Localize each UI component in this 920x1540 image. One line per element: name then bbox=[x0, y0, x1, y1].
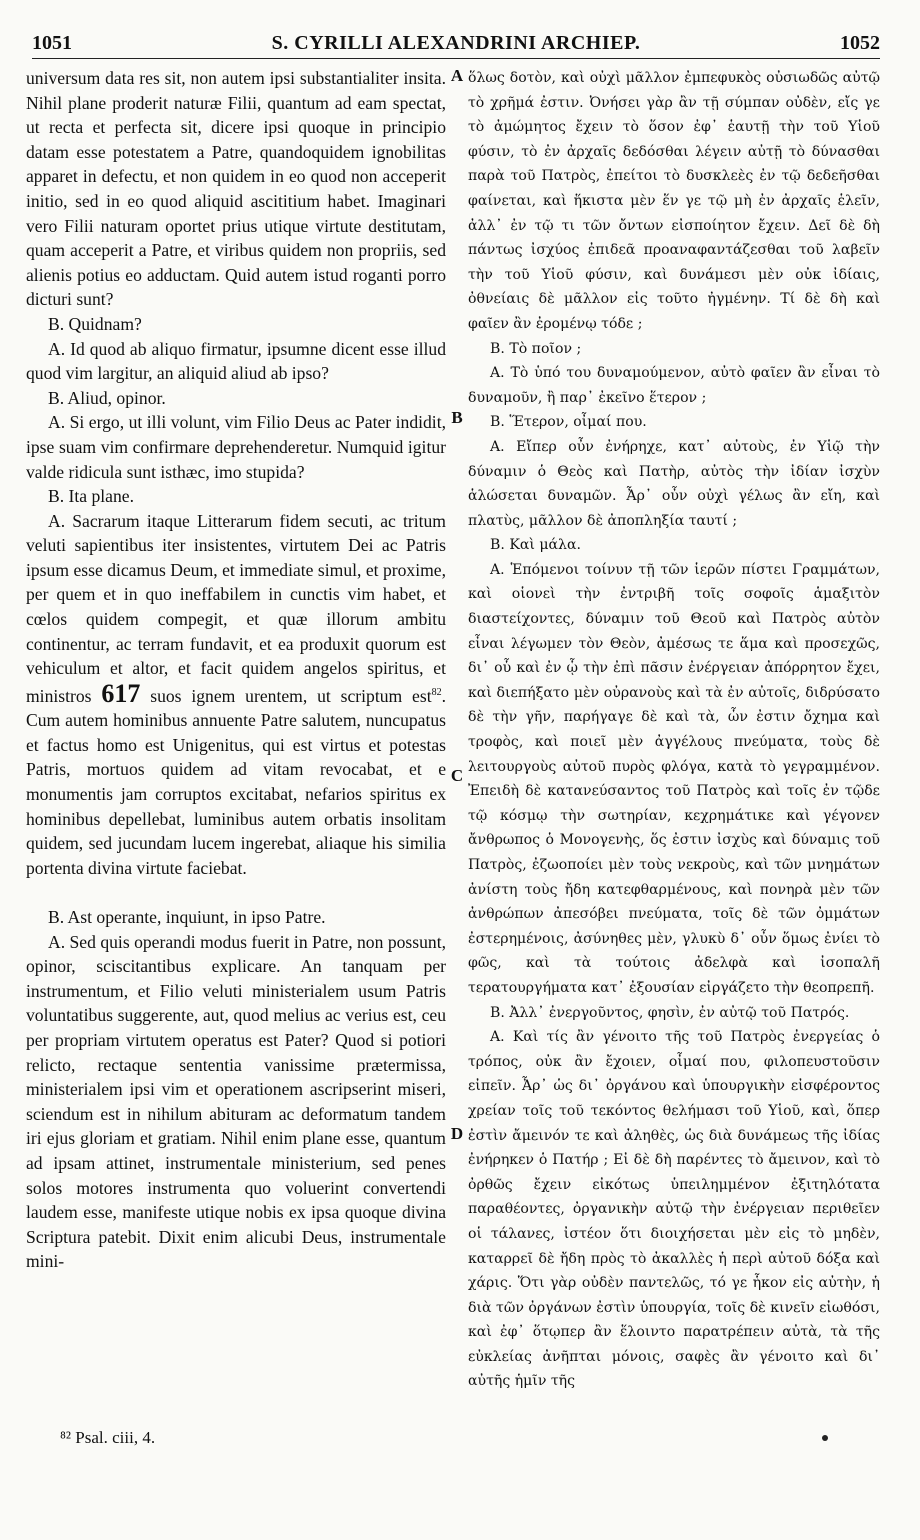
latin-paragraph: B. Quidnam? bbox=[48, 313, 142, 334]
latin-paragraph: A. Id quod ab aliquo firmatur, ipsumne dicent esse illud quod vim largitur, an aliquid aliud ab ipso? bbox=[26, 338, 446, 384]
ink-dot bbox=[822, 1435, 828, 1441]
column-number: 617 bbox=[101, 678, 141, 708]
latin-paragraph: B. Ita plane. bbox=[48, 486, 134, 507]
greek-paragraph: Α. Καὶ τίς ἂν γένοιτο τῆς τοῦ Πατρὸς ἐνεργείας ὁ τρόπος, οὐκ ἂν ἔχοιεν, οἶμαί που, φιλοπευστοῦσιν εἰπεῖν. Ἆρ᾿ ὡς δι᾿ ὀργάνου καὶ ὑπουργικὴν εἰσφέροντος χρείαν τοῖς τοῦ τεκόντος θελήμασι τοῦ Υἱοῦ, καὶ, ὅπερ ἐστὶν ἄμεινόν τε καὶ ἀληθὲς, ὡς διὰ δυνάμεως τῆς ἰδίας ἐνήρηκεν ὁ Πατήρ ; Εἰ δὲ δὴ παρέντες τὸ ἄμεινον, καὶ τὸ ὀρθῶς ἔχειν εἰκότως ὑπειλημμένον ἐξιτηλότατα παραθέοντες, ὀργανικὴν αὐτῷ τὴν ἐνέργειαν περιθεῖεν οἱ τάλανες, ἰστέον ὅτι διοιχήσεται μὲν εἰς τὸ μηδὲν, καταρρεῖ δὲ ἤδη πρὸς τὸ ἀκαλλὲς ἡ περὶ αὐτοῦ δόξα καὶ χάρις. Ὅτι γὰρ οὐδὲν παντελῶς, τό γε ἧκον εἰς αὐτὴν, ἡ διὰ τῶν ὀργάνων ἐστὶν ὑπουργία, τοῖς δὲ κινεῖν εἰωθόσι, καὶ ἐφ᾿ ὅτῳπερ ἂν ἕλοιντο παρατρέπειν αὐτὰ, τὰ τῆς εὐκλείας ἀνῆπται μόνοις, σαφὲς ἂν γένοιτο καὶ δι᾿ αὐτῆς ἡμῖν τῆς bbox=[468, 1029, 880, 1390]
greek-paragraph: Α. Τὸ ὑπό του δυναμούμενον, αὐτὸ φαῖεν ἂν εἶναι τὸ δυναμοῦν, ἢ παρ᾿ ἐκεῖνο ἕτερον ; bbox=[468, 365, 880, 406]
running-title: S. CYRILLI ALEXANDRINI ARCHIEP. bbox=[271, 32, 641, 54]
latin-text: . Cum autem hominibus annuente Patre salutem, nuncupatus et factus homo est Unigenitus, qui est virtus et potestas Patris, mortuos quidem ad vitam revocabat, et e monumentis jam corruptos excitabat, nefarios spiritus ex hominibus depellebat, luminibus autem orbatis insolitam quidem, sed jucundam lucem ingerebat, aliaque his similia portenta divina virtute faciebat. bbox=[26, 685, 446, 878]
latin-paragraph bbox=[26, 509, 446, 881]
latin-column bbox=[26, 66, 446, 1274]
spacer bbox=[26, 880, 446, 905]
latin-paragraph: B. Aliud, opinor. bbox=[48, 387, 166, 408]
margin-letter: A bbox=[450, 66, 464, 85]
left-page-number: 1051 bbox=[32, 32, 72, 54]
right-page-number: 1052 bbox=[840, 32, 880, 54]
latin-paragraph: A. Sed quis operandi modus fuerit in Patre, non possunt, opinor, sciscitantibus explicare. An tanquam per instrumentum, et Filio veluti ministerialem usum Patris voluntatibus suggerente, aut, quod melius ac verius est, ceu per propriam virtutem operatus est Pater? Quod si potiori relicto, rectaque sententia vanissime prætermissa, ministerialem ipsi vim et operationem ascripserint miseri, sciendum est in nihilum abituram ac deformatum tandem iri ejus gloriam et gratiam. Nihil enim plane esse, quantum ad ipsam attinet, instrumentale ministerium, sed penes solos motores instrumenta quo voluerint convertendi laudem esse, manifeste utique nobis ex ipsa quoque divina Scriptura patebit. Dixit enim alicubi Deus, instrumentale mini- bbox=[26, 931, 446, 1272]
greek-paragraph: ὅλως δοτὸν, καὶ οὐχὶ μᾶλλον ἐμπεφυκὸς οὐσιωδῶς αὐτῷ τὸ χρῆμά ἐστιν. Ὀνήσει γὰρ ἂν τῇ σύμπαν οὐδὲν, εἴς γε τὸ ἀμώμητος ἔχειν τὸ ὅσον ἐφ᾿ ἑαυτῇ τὴν τοῦ Υἱοῦ φύσιν, τὸ ἐν ἀρχαῖς δεδόσθαι λέγειν αὐτῇ τὸ δύνασθαι παρὰ τοῦ Πατρὸς, ἐπείτοι τὸ δυσκλεὲς ἐν τῷ δεδεῆσθαι φαίνεται, καὶ ἥκιστα μὲν ἕν γε τῷ μὴ ἐν ἀρχαῖς ἑλεῖν, ἀλλ᾿ ἐν τῷ τι τῶν ὄντων εἰσποίητον ἔχειν. Δεῖ δὲ δὴ πάντως ἰσχύος ἐπιδεᾶ προαναφαντάζεσθαι τοῦ λαβεῖν τὴν τοῦ Υἱοῦ φύσιν, καὶ δυνάμεσι μὲν οὐκ ἰδίαις, ὀθνείαις δὲ μᾶλλον εἰς τοῦτο ἠγμένην. Τί δὲ δὴ καὶ φαῖεν ἂν ἐρομένῳ τόδε ; bbox=[468, 70, 880, 332]
margin-letter: C bbox=[450, 766, 464, 785]
greek-paragraph: Α. Εἴπερ οὖν ἐνήρηχε, κατ᾿ αὐτοὺς, ἐν Υἱῷ τὴν δύναμιν ὁ Θεὸς καὶ Πατὴρ, αὐτὸς τὴν ἰδίαν ἰσχὺν ἁλώσεται δυναμῶν. Ἆρ᾿ οὖν οὐχὶ γέλως ἂν εἴη, καὶ πλατὺς, μᾶλλον δὲ ἀποπληξία ταυτί ; bbox=[468, 438, 880, 529]
footnote: ⁸² Psal. ciii, 4. bbox=[60, 1428, 156, 1447]
greek-paragraph: Α. Ἑπόμενοι τοίνυν τῇ τῶν ἱερῶν πίστει Γραμμάτων, καὶ οἱονεὶ τὴν ἐντριβῆ τοῖς σοφοῖς ἁμαξιτὸν διαστείχοντες, δύναμιν τοῦ Θεοῦ καὶ Πατρὸς αὐτὸν εἶναι λέγωμεν τὸν Θεὸν, ἀμέσως τε ἅμα καὶ προσεχῶς, δι᾿ οὗ καὶ ἐν ᾧ τὴν ἐπὶ πᾶσιν ἐνέργειαν ἀπόρρητον ἔχει, καὶ διεπήξατο μὲν οὐρανοὺς καὶ τὰ ἐν αὐτοῖς, διδρύσατο δὲ τὴν γῆν, παρήγαγε δὲ καὶ τὰ, ὧν ἐστιν ὄχημα καὶ τροφὸς, καὶ ποιεῖ μὲν ἀγγέλους πνεύματα, τοὺς δὲ λειτουργοὺς αὐτοῦ πυρὸς φλόγα, κατὰ τὸ γεγραμμένον. Ἐπειδὴ δὲ κατανεύσαντος τοῦ Πατρὸς καὶ τοῖς ἐν τῷδε τῷ κόσμῳ τὴν σωτηρίαν, κεχρημάτικε καὶ γέγονεν ἄνθρωπος ὁ Μονογενὴς, ὅς ἐστιν ἰσχὺς καὶ δύναμις τοῦ Πατρὸς, ἐζωοποίει μὲν τοὺς νεκροὺς, καὶ τῶν μνημάτων ἀνίστη τοὺς ἤδη κατεφθαρμένους, καὶ πονηρὰ μὲν τῶν ἀνθρώπων ἀπεσόβει πνεύματα, τοῖς δὲ τῶν ὀμμάτων ἐστερημένοις, ἀσύνηθες μὲν, γλυκὺ δ᾿ οὖν ὅμως ἐνίει τὸ φῶς, καὶ τὰ τούτοις ἀδελφὰ καὶ ἰσοπαλῆ τερατουργήματα κατ᾿ ἐξουσίαν εἰργάζετο τὴν θεοπρεπῆ. bbox=[468, 561, 880, 996]
greek-paragraph: Β. Τὸ ποῖον ; bbox=[490, 340, 582, 357]
running-header bbox=[32, 28, 880, 59]
margin-letter: D bbox=[450, 1124, 464, 1143]
latin-paragraph: B. Ast operante, inquiunt, in ipso Patre. bbox=[48, 907, 326, 928]
greek-paragraph: Β. Ἀλλ᾿ ἐνεργοῦντος, φησὶν, ἐν αὐτῷ τοῦ Πατρός. bbox=[490, 1004, 850, 1021]
margin-letter: B bbox=[451, 408, 463, 427]
latin-paragraph: A. Si ergo, ut illi volunt, vim Filio Deus ac Pater indidit, ipse suam vim confirmare deprehenderetur. Numquid igitur valde ridicula sunt isthæc, imo stupida? bbox=[26, 412, 446, 482]
greek-column bbox=[468, 66, 880, 1394]
footnote-marker: 82 bbox=[431, 686, 442, 698]
greek-paragraph: Β. Καὶ μάλα. bbox=[490, 537, 581, 554]
latin-text: suos ignem urentem, ut scriptum est bbox=[150, 685, 432, 706]
latin-paragraph: universum data res sit, non autem ipsi substantialiter insita. Nihil plane proderit naturæ Filii, quantum ad eam spectat, ut recta et perfecta sit, dicere ipsi quoque in principio datam esse potestatem a Patre, quandoquidem ignobilitas apparet in defectu, et non quidem in eo quod non acceperit initio, sed in eo quod aliquid ascititium habet. Imaginari vero Filii naturam oportet prius utique virtute destitutam, quam acceperit a Patre, et viribus quidem non propriis, sed alienis potius eo adductam. Quid autem istud roganti porro dicturi sunt? bbox=[26, 68, 446, 310]
latin-text: A. Sacrarum itaque Litterarum fidem secuti, ac tritum veluti sapientibus iter insistentes, virtutem Dei ac Patris ipsum esse dicamus Deum, et immediate simul, et proxime, per quem et in quo ineffabilem in cunctis vim habet, et cœlos quidem compegit, et quæ illorum ambitu continentur, ac terram fundavit, et ea produxit quorum est vehiculum et altor, et facit quidem angelos spiritus, et ministros bbox=[26, 510, 446, 706]
greek-paragraph: Β. Ἕτερον, οἶμαί που. bbox=[490, 414, 647, 431]
